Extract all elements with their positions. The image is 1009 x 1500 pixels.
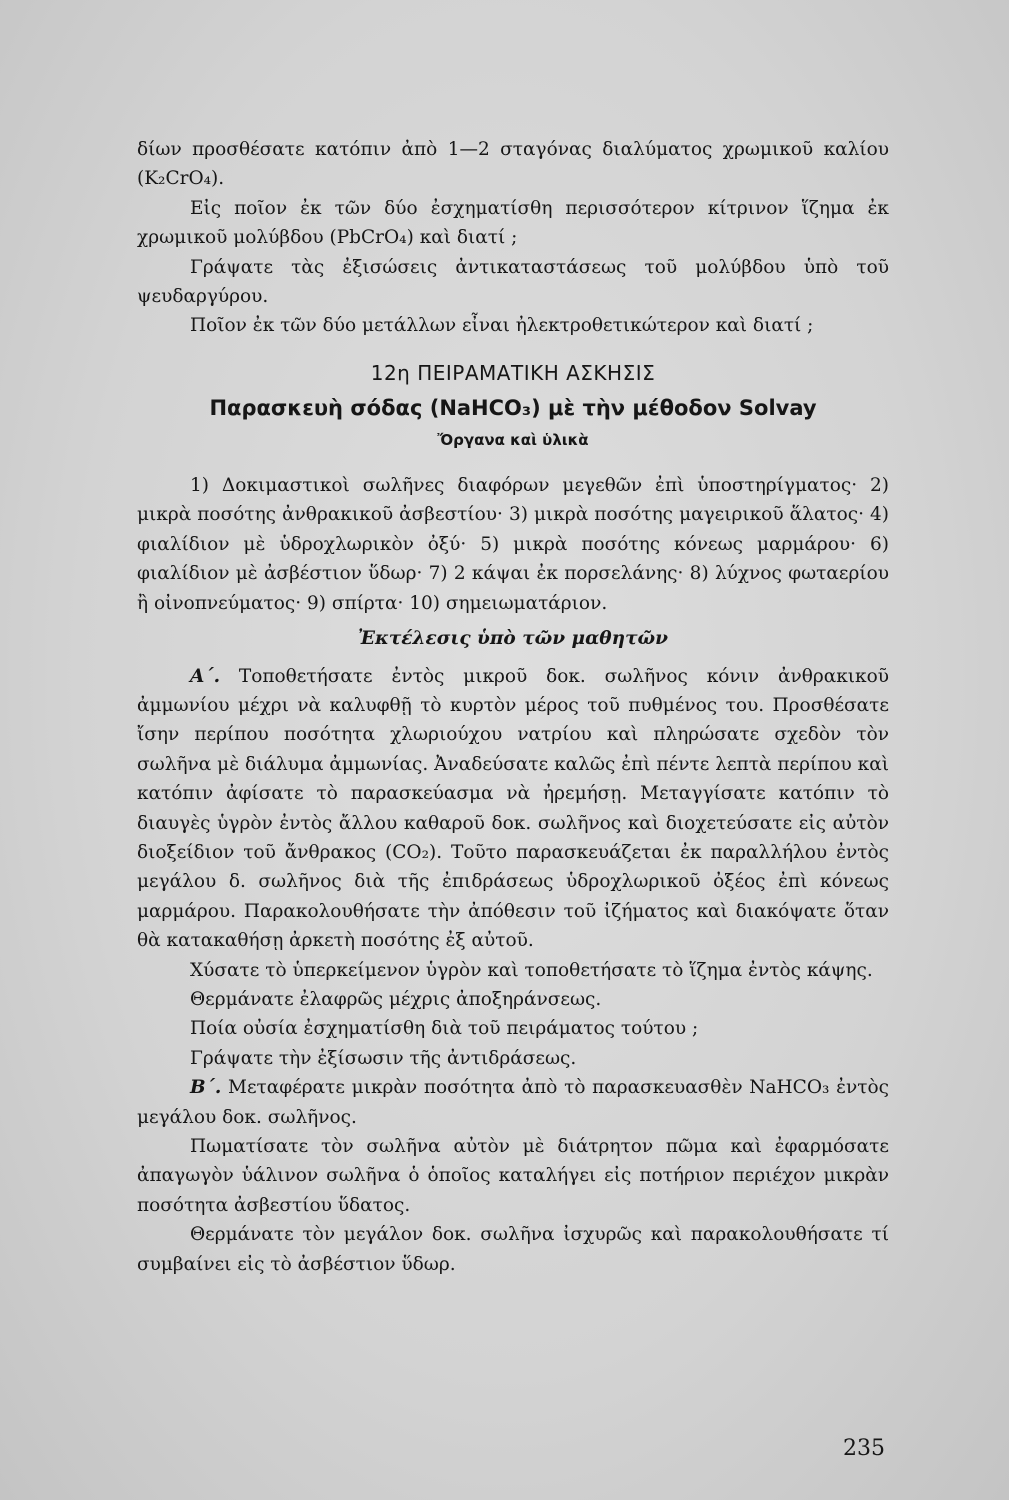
materials-heading: Ὄργανα καὶ ὑλικὰ — [437, 430, 589, 449]
part-a-step: Ποία οὐσία ἐσχηματίσθη διὰ τοῦ πειράματος τούτου ; — [190, 1018, 699, 1040]
page-number: 235 — [843, 1436, 885, 1461]
question-equations: Γράψατε τὰς ἐξισώσεις ἀντικαταστάσεως τοῦ μολύβδου ὑπὸ τοῦ ψευδαργύρου. — [137, 256, 889, 308]
part-a-step: Θερμάνατε ἐλαφρῶς μέχρις ἀποξηράνσεως. — [190, 988, 602, 1010]
part-a-text: Τοποθετήσατε ἐντὸς μικροῦ δοκ. σωλῆνος κόνιν ἀνθρακικοῦ ἀμμωνίου μέχρι νὰ καλυφθῇ τὸ κυρτὸν μέρος τοῦ πυθμένος του. Προσθέσατε ἴσην περίπου ποσότητα χλωριούχου νατρίου καὶ πληρώσατε σχεδὸν τὸν σωλῆνα μὲ διάλυμα ἀμμωνίας. Ἀναδεύσατε καλῶς ἐπὶ πέντε λεπτὰ περίπου καὶ κατόπιν ἀφίσατε τὸ παρασκεύασμα νὰ ἠρεμήσῃ. Μεταγγίσατε κατόπιν τὸ διαυγὲς ὑγρὸν ἐντὸς ἄλλου καθαροῦ δοκ. σωλῆνος καὶ διοχετεύσατε εἰς αὐτὸν διοξείδιον τοῦ ἄνθρακος (CO₂). Τοῦτο παρασκευάζεται ἐκ παραλλήλου ἐντὸς μεγάλου δ. σωλῆνος διὰ τῆς ἐπιδράσεως ὑδροχλωρικοῦ ὀξέος ἐπὶ κόνεως μαρμάρου. Παρακολουθήσατε τὴν ἀπόθεσιν τοῦ ἰζήματος καὶ διακόψατε ὅταν θὰ κατακαθήσῃ ἀρκετὴ ποσότης ἐξ αὐτοῦ. — [137, 665, 889, 952]
part-b-step: Πωματίσατε τὸν σωλῆνα αὐτὸν μὲ διάτρητον πῶμα καὶ ἐφαρμόσατε ἀπαγωγὸν ὑάλινον σωλῆνα ὁ ὁποῖος καταλήγει εἰς ποτήριον περιέχον μικρὰν ποσότητα ἀσβεστίου ὕδατος. — [137, 1136, 889, 1216]
part-b-paragraph — [137, 1073, 889, 1132]
execution-heading: Ἐκτέλεσις ὑπὸ τῶν μαθητῶν — [357, 628, 668, 650]
section-number: 12η ΠΕΙΡΑΜΑΤΙΚΗ ΑΣΚΗΣΙΣ — [370, 360, 656, 385]
part-a-label: Α΄. — [190, 665, 221, 687]
question-precipitate: Εἰς ποῖον ἐκ τῶν δύο ἐσχηματίσθη περισσότερον κίτρινον ἵζημα ἐκ χρωμικοῦ μολύβδου (PbCrO₄) καὶ διατί ; — [137, 197, 889, 249]
materials-list: 1) Δοκιμαστικοὶ σωλῆνες διαφόρων μεγεθῶν ἐπὶ ὑποστηρίγματος· 2) μικρὰ ποσότης ἀνθρακικοῦ ἀσβεστίου· 3) μικρὰ ποσότης μαγειρικοῦ ἅλατος· 4) φιαλίδιον μὲ ὑδροχλωρικὸν ὀξύ· 5) μικρὰ ποσότης κόνεως μαρμάρου· 6) φιαλίδιον μὲ ἀσβέστιον ὕδωρ· 7) 2 κάψαι ἐκ πορσελάνης· 8) λύχνος φωταερίου ἢ οἰνοπνεύματος· 9) σπίρτα· 10) σημειωματάριον. — [137, 475, 889, 614]
part-a-paragraph — [137, 662, 889, 956]
part-b-label: Β΄. — [190, 1077, 222, 1099]
part-a-step: Χύσατε τὸ ὑπερκείμενον ὑγρὸν καὶ τοποθετήσατε τὸ ἵζημα ἐντὸς κάψης. — [190, 959, 873, 981]
part-a-step: Γράψατε τὴν ἐξίσωσιν τῆς ἀντιδράσεως. — [190, 1047, 577, 1069]
question-metal: Ποῖον ἐκ τῶν δύο μετάλλων εἶναι ἠλεκτροθετικώτερον καὶ διατί ; — [190, 315, 814, 337]
part-b-step: Θερμάνατε τὸν μεγάλον δοκ. σωλῆνα ἰσχυρῶς καὶ παρακολουθήσατε τί συμβαίνει εἰς τὸ ἀσβέστιον ὕδωρ. — [137, 1224, 889, 1275]
exercise-title: Παρασκευὴ σόδας (NaHCO₃) μὲ τὴν μέθοδον Solvay — [209, 396, 817, 421]
paragraph-continued: δίων προσθέσατε κατόπιν ἀπὸ 1—2 σταγόνας διαλύματος χρωμικοῦ καλίου (K₂CrO₄). — [137, 139, 889, 190]
page-text — [137, 135, 889, 1279]
part-b-text: Μεταφέρατε μικρὰν ποσότητα ἀπὸ τὸ παρασκευασθὲν NaHCO₃ ἐντὸς μεγάλου δοκ. σωλῆνος. — [137, 1077, 889, 1128]
